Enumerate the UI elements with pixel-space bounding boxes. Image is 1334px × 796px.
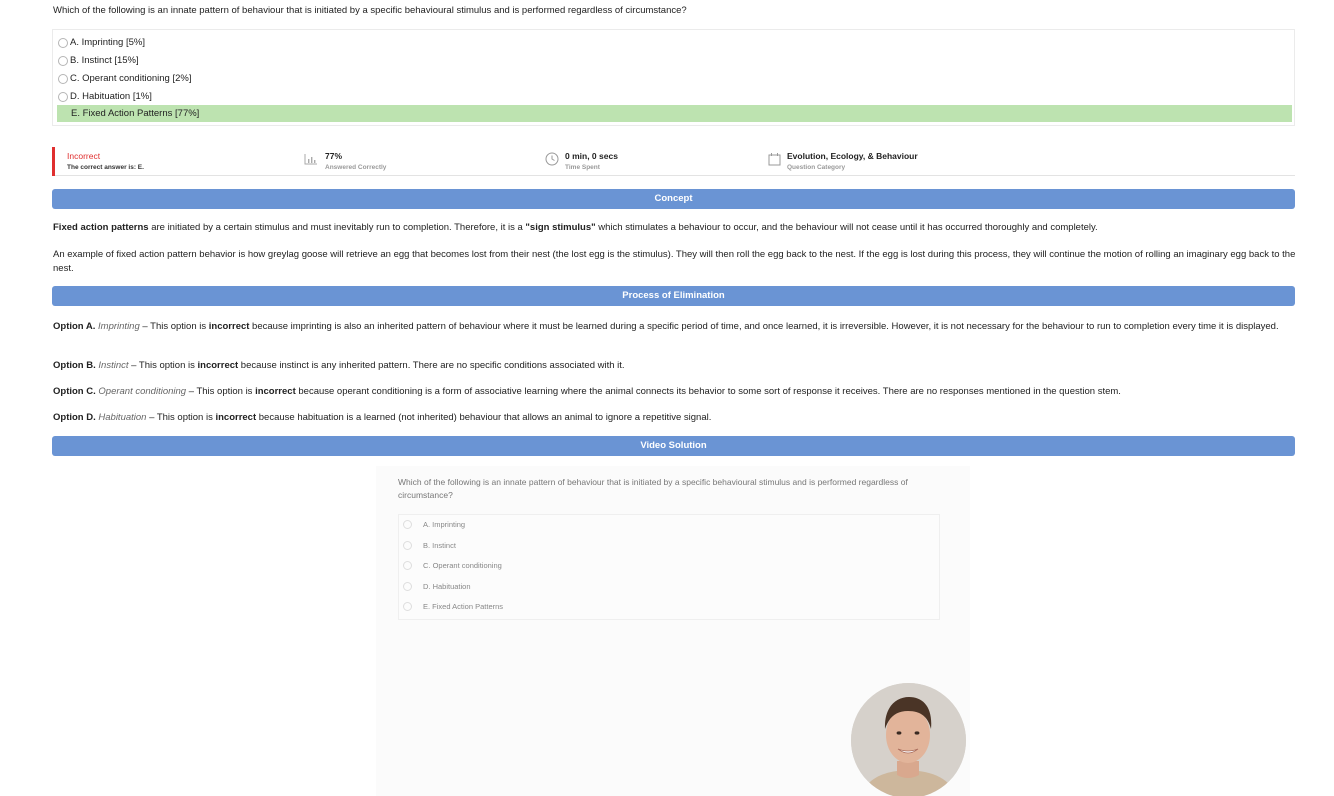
option-name: Habituation	[98, 412, 147, 423]
video-question-text: Which of the following is an innate pattern of behaviour that is initiated by a specific behavioural stimulus and is performed regardless of circumstance?	[398, 477, 908, 500]
video-option-label: E. Fixed Action Patterns	[423, 602, 504, 611]
video-option-label: D. Habituation	[423, 582, 471, 591]
video-option-label: A. Imprinting	[423, 520, 466, 529]
incorrect-indicator	[52, 147, 55, 176]
option-name: Instinct	[98, 360, 129, 371]
radio-icon	[403, 520, 412, 529]
option-tag: Option C.	[53, 386, 96, 397]
video-options	[398, 514, 940, 620]
elimination-option-b	[53, 359, 1296, 373]
radio-icon[interactable]	[58, 56, 68, 66]
question-text: Which of the following is an innate pattern of behaviour that is initiated by a specific behavioural stimulus and is performed regardless of circumstance?	[53, 5, 687, 16]
text: are initiated by a certain stimulus and must inevitably run to completion. Therefore, it is a	[148, 222, 526, 233]
text: because habituation is a learned (not inherited) behaviour that allows an animal to ignore a repetitive signal.	[256, 412, 712, 423]
verdict: incorrect	[197, 360, 239, 371]
answered-correctly-value: 77%	[325, 151, 343, 161]
time-spent-value: 0 min, 0 secs	[565, 151, 618, 161]
correct-answer-text: The correct answer is: E.	[67, 164, 144, 171]
video-option	[403, 561, 502, 570]
video-option	[403, 541, 456, 550]
video-option-label: C. Operant conditioning	[423, 561, 502, 570]
option-tag: Option A.	[53, 321, 96, 332]
time-spent	[565, 151, 618, 171]
question-category	[787, 151, 918, 171]
calendar-icon	[768, 152, 781, 166]
clock-icon	[545, 152, 559, 166]
text: – This option is	[186, 386, 256, 397]
radio-icon	[403, 561, 412, 570]
option-name: Imprinting	[98, 321, 140, 332]
video-solution-header: Video Solution	[52, 436, 1295, 456]
option-label: A. Imprinting [5%]	[70, 37, 145, 48]
presenter-avatar	[851, 683, 966, 796]
option-label: C. Operant conditioning [2%]	[70, 73, 192, 84]
bold-term: Fixed action patterns	[53, 222, 149, 233]
text: because operant conditioning is a form of associative learning where the animal connects its behavior to some sort of response it receives. There are no responses mentioned in the question stem.	[295, 386, 1121, 397]
question-category-label: Question Category	[787, 164, 846, 171]
verdict: incorrect	[255, 386, 296, 397]
option-d[interactable]	[57, 88, 152, 105]
video-option	[403, 582, 471, 591]
bold-term: "sign stimulus"	[525, 222, 596, 233]
option-c[interactable]	[57, 70, 191, 87]
presenter-image	[851, 683, 966, 796]
option-label: B. Instinct [15%]	[70, 55, 139, 66]
radio-icon[interactable]	[58, 92, 68, 102]
text: which stimulates a behaviour to occur, and the behaviour will not cease until it has occurred thoroughly and completely.	[595, 222, 1098, 233]
text: – This option is	[128, 360, 198, 371]
concept-paragraph-2: An example of fixed action pattern behavior is how greylag goose will retrieve an egg that becomes lost from their nest (the lost egg is the stimulus). They will then roll the egg back to the nest. If the egg is lost during this process, they will continue the motion of rolling an imaginary egg back to the nest.	[53, 249, 1296, 274]
text: because instinct is any inherited pattern. There are no specific conditions associated with it.	[238, 360, 625, 371]
verdict: incorrect	[208, 321, 250, 332]
text: – This option is	[139, 321, 209, 332]
bar-chart-icon	[304, 153, 318, 165]
question-category-value: Evolution, Ecology, & Behaviour	[787, 151, 918, 161]
elimination-header: Process of Elimination	[52, 286, 1295, 306]
verdict: incorrect	[215, 412, 257, 423]
time-spent-label: Time Spent	[565, 164, 600, 171]
video-option	[403, 602, 503, 611]
text: – This option is	[146, 412, 216, 423]
answer-options	[52, 29, 1295, 126]
elimination-option-a	[53, 320, 1296, 334]
option-tag: Option D.	[53, 412, 96, 423]
option-tag: Option B.	[53, 360, 96, 371]
elimination-option-d	[53, 411, 1296, 425]
radio-icon	[403, 602, 412, 611]
option-label: E. Fixed Action Patterns [77%]	[71, 108, 200, 119]
result-status	[67, 151, 144, 171]
result-stats	[52, 147, 1295, 176]
radio-icon[interactable]	[58, 74, 68, 84]
option-label: D. Habituation [1%]	[70, 91, 152, 102]
text: because imprinting is also an inherited pattern of behaviour where it must be learned during a specific period of time, and once learned, it is irreversible. However, it is not necessary for the behaviour to run to completion every time it is displayed.	[249, 321, 1279, 332]
status-text: Incorrect	[67, 151, 101, 161]
answered-correctly	[325, 151, 386, 171]
concept-paragraph-1	[53, 221, 1296, 235]
option-e-correct[interactable]	[57, 105, 1292, 122]
video-option	[403, 520, 465, 529]
radio-icon[interactable]	[58, 38, 68, 48]
video-option-label: B. Instinct	[423, 541, 456, 550]
concept-header: Concept	[52, 189, 1295, 209]
elimination-option-c	[53, 385, 1296, 399]
option-a[interactable]	[57, 34, 145, 51]
radio-icon	[403, 541, 412, 550]
radio-icon	[403, 582, 412, 591]
answered-correctly-label: Answered Correctly	[325, 164, 387, 171]
option-name: Operant conditioning	[98, 386, 187, 397]
option-b[interactable]	[57, 52, 139, 69]
